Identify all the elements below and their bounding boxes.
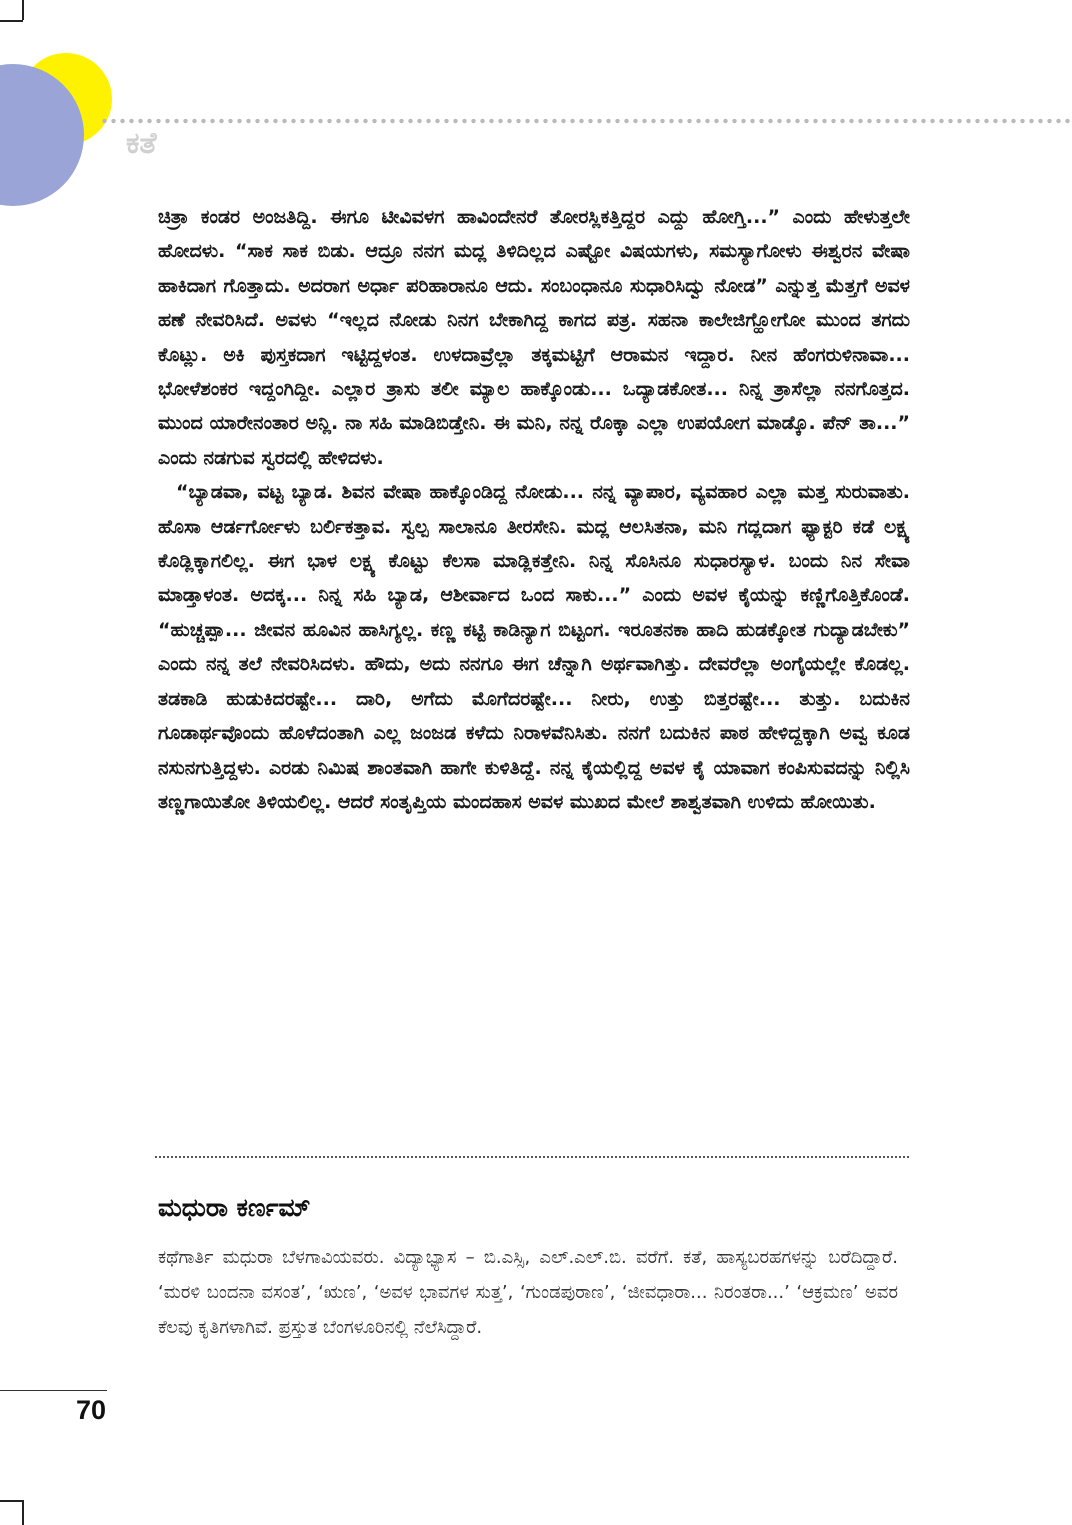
section-label: ಕತೆ (126, 126, 157, 161)
story-paragraph: “ಬ್ಯಾಡವಾ, ವಟ್ಟ ಬ್ಯಾಡ. ಶಿವನ ವೇಷಾ ಹಾಕ್ಕೊಂಡಿದ್ದ ನೋಡು... ನನ್ನ ವ್ಯಾಪಾರ, ವ್ಯವಹಾರ ಎಲ್ಲಾ ಮತ್ತ ಸುರುವಾತು. ಹೊಸಾ ಆರ್ಡರ್ಗೋಳು ಬರ್ಲಿಕತ್ತಾವ. ಸ್ವಲ್ಪ ಸಾಲಾನೂ ತೀರಸೇನಿ. ಮದ್ಲ ಆಲಸಿತನಾ, ಮನಿ ಗದ್ಲದಾಗ ಫ್ಯಾಕ್ಟರಿ ಕಡೆ ಲಕ್ಷ್ಯ ಕೊಡ್ಲಿಕ್ಕಾಗಲಿಲ್ಲ. ಈಗ ಭಾಳ ಲಕ್ಷ್ಯ ಕೊಟ್ಟು ಕೆಲಸಾ ಮಾಡ್ಲಿಕತ್ತೇನಿ. ನಿನ್ನ ಸೊಸಿನೂ ಸುಧಾರಸ್ಯಾಳ. ಬಂದು ನಿನ ಸೇವಾ ಮಾಡ್ತಾಳಂತ. ಅದಕ್ಕ... ನಿನ್ನ ಸಹಿ ಬ್ಯಾಡ, ಆಶೀರ್ವಾದ ಒಂದ ಸಾಕು...” ಎಂದು ಅವಳ ಕೈಯನ್ನು ಕಣ್ಣಿಗೊತ್ತಿಕೊಂಡೆ. “ಹುಚ್ಚಪ್ಪಾ... ಜೀವನ ಹೂವಿನ ಹಾಸಿಗ್ಯಲ್ಲ. ಕಣ್ಣ ಕಟ್ಟಿ ಕಾಡಿನ್ಯಾಗ ಬಿಟ್ಟಂಗ. ಇರೂತನಕಾ ಹಾದಿ ಹುಡಕ್ಕೋತ ಗುದ್ಯಾಡಬೇಕು” ಎಂದು ನನ್ನ ತಲೆ ನೇವರಿಸಿದಳು. ಹೌದು, ಅದು ನನಗೂ ಈಗ ಚೆನ್ನಾಗಿ ಅರ್ಥವಾಗಿತ್ತು. ದೇವರೆಲ್ಲಾ ಅಂಗೈಯಲ್ಲೇ ಕೊಡಲ್ಲ. ತಡಕಾಡಿ ಹುಡುಕಿದರಷ್ಟೇ... ದಾರಿ, ಅಗೆದು ಮೊಗೆದರಷ್ಟೇ... ನೀರು, ಉತ್ತು ಬಿತ್ತರಷ್ಟೇ... ತುತ್ತು. ಬದುಕಿನ ಗೂಡಾರ್ಥವೊಂದು ಹೊಳೆದಂತಾಗಿ ಎಲ್ಲ ಜಂಜಡ ಕಳೆದು ನಿರಾಳವೆನಿಸಿತು. ನನಗೆ ಬದುಕಿನ ಪಾಠ ಹೇಳಿದ್ದಕ್ಕಾಗಿ ಅವ್ವ ಕೂಡ ನಸುನಗುತ್ತಿದ್ದಳು. ಎರಡು ನಿಮಿಷ ಶಾಂತವಾಗಿ ಹಾಗೇ ಕುಳಿತಿದ್ದೆ. ನನ್ನ ಕೈಯಲ್ಲಿದ್ದ ಅವಳ ಕೈ ಯಾವಾಗ ಕಂಪಿಸುವದನ್ನು ನಿಲ್ಲಿಸಿ ತಣ್ಣಗಾಯಿತೋ ತಿಳಿಯಲಿಲ್ಲ. ಆದರೆ ಸಂತೃಪ್ತಿಯ ಮಂದಹಾಸ ಅವಳ ಮುಖದ ಮೇಲೆ ಶಾಶ್ವತವಾಗಿ ಉಳಿದು ಹೋಯಿತು. (158, 481, 910, 813)
author-name: ಮಧುರಾ ಕರ್ಣಮ್ (158, 1193, 311, 1222)
story-paragraph: ಚಿತ್ರಾ ಕಂಡರ ಅಂಜತಿದ್ದಿ. ಈಗೂ ಟೀವಿವಳಗ ಹಾವಿಂದೇನರೆ ತೋರಸ್ಲಿಕತ್ತಿದ್ದರ ಎದ್ದು ಹೋಗ್ತಿ...” ಎಂದು ಹೇಳುತ್ತಲೇ ಹೋದಳು. “ಸಾಕ ಸಾಕ ಬಿಡು. ಆದ್ರೂ ನನಗ ಮದ್ಲ ತಿಳಿದಿಲ್ಲದ ಎಷ್ಟೋ ವಿಷಯಗಳು, ಸಮಸ್ಯಾಗೋಳು ಈಶ್ವರನ ವೇಷಾ ಹಾಕಿದಾಗ ಗೊತ್ತಾದು. ಅದರಾಗ ಅರ್ಧಾ ಪರಿಹಾರಾನೂ ಆದು. ಸಂಬಂಧಾನೂ ಸುಧಾರಿಸಿದ್ವು ನೋಡ” ಎನ್ನುತ್ತ ಮೆತ್ತಗೆ ಅವಳ ಹಣೆ ನೇವರಿಸಿದೆ. ಅವಳು “ಇಲ್ಲದ ನೋಡು ನಿನಗ ಬೇಕಾಗಿದ್ದ ಕಾಗದ ಪತ್ರ. ಸಹನಾ ಕಾಲೇಜಿಗ್ಹೋಗೋ ಮುಂದ ತಗದು ಕೊಟ್ಲು. ಅಕಿ ಪುಸ್ತಕದಾಗ ಇಟ್ಟಿದ್ದಳಂತ. ಉಳದಾವ್ರೆಲ್ಲಾ ತಕ್ಕಮಟ್ಟಿಗೆ ಆರಾಮನ ಇದ್ದಾರ. ನೀನ ಹೆಂಗರುಳಿನಾವಾ... ಭೋಳೆಶಂಕರ ಇದ್ದಂಗಿದ್ದೀ. ಎಲ್ಲಾರ ತ್ರಾಸು ತಲೀ ಮ್ಯಾಲ ಹಾಕ್ಕೊಂಡು... ಒದ್ಯಾಡಕೋತ... ನಿನ್ನ ತ್ರಾಸೆಲ್ಲಾ ನನಗೊತ್ತದ. ಮುಂದ ಯಾರೇನಂತಾರ ಅನ್ಲಿ. ನಾ ಸಹಿ ಮಾಡಿಬಿಡ್ತೇನಿ. ಈ ಮನಿ, ನನ್ನ ರೊಕ್ಕಾ ಎಲ್ಲಾ ಉಪಯೋಗ ಮಾಡ್ಕೊ. ಪೆನ್ ತಾ...” ಎಂದು ನಡಗುವ ಸ್ವರದಲ್ಲಿ ಹೇಳಿದಳು. (158, 206, 910, 469)
author-bio: ಕಥೆಗಾರ್ತಿ ಮಧುರಾ ಬೆಳಗಾವಿಯವರು. ವಿದ್ಯಾಭ್ಯಾಸ – ಬಿ.ಎಸ್ಸಿ, ಎಲ್.ಎಲ್.ಬಿ. ವರೆಗೆ. ಕತೆ, ಹಾಸ್ಯಬರಹಗಳನ್ನು ಬರೆದಿದ್ದಾರೆ. ‘ಮರಳಿ ಬಂದನಾ ವಸಂತ’, ‘ಋಣ’, ‘ಅವಳ ಭಾವಗಳ ಸುತ್ತ’, ‘ಗುಂಡಪುರಾಣ’, ‘ಜೀವಧಾರಾ... ನಿರಂತರಾ...’ ‘ಆಕ್ರಮಣ’ ಅವರ ಕೆಲವು ಕೃತಿಗಳಾಗಿವೆ. ಪ್ರಸ್ತುತ ಬೆಂಗಳೂರಿನಲ್ಲಿ ನೆಲೆಸಿದ್ದಾರೆ. (158, 1247, 898, 1338)
crop-mark-bottom-vertical (22, 1500, 24, 1525)
author-divider (155, 1156, 909, 1158)
page-number-rule (0, 1390, 107, 1391)
header-dotted-rule (100, 118, 1072, 124)
page-number: 70 (76, 1395, 107, 1425)
crop-mark-top-horizontal (0, 20, 23, 22)
crop-mark-top-vertical (22, 0, 24, 20)
crop-mark-bottom-horizontal (0, 1500, 23, 1502)
story-body (158, 200, 910, 819)
